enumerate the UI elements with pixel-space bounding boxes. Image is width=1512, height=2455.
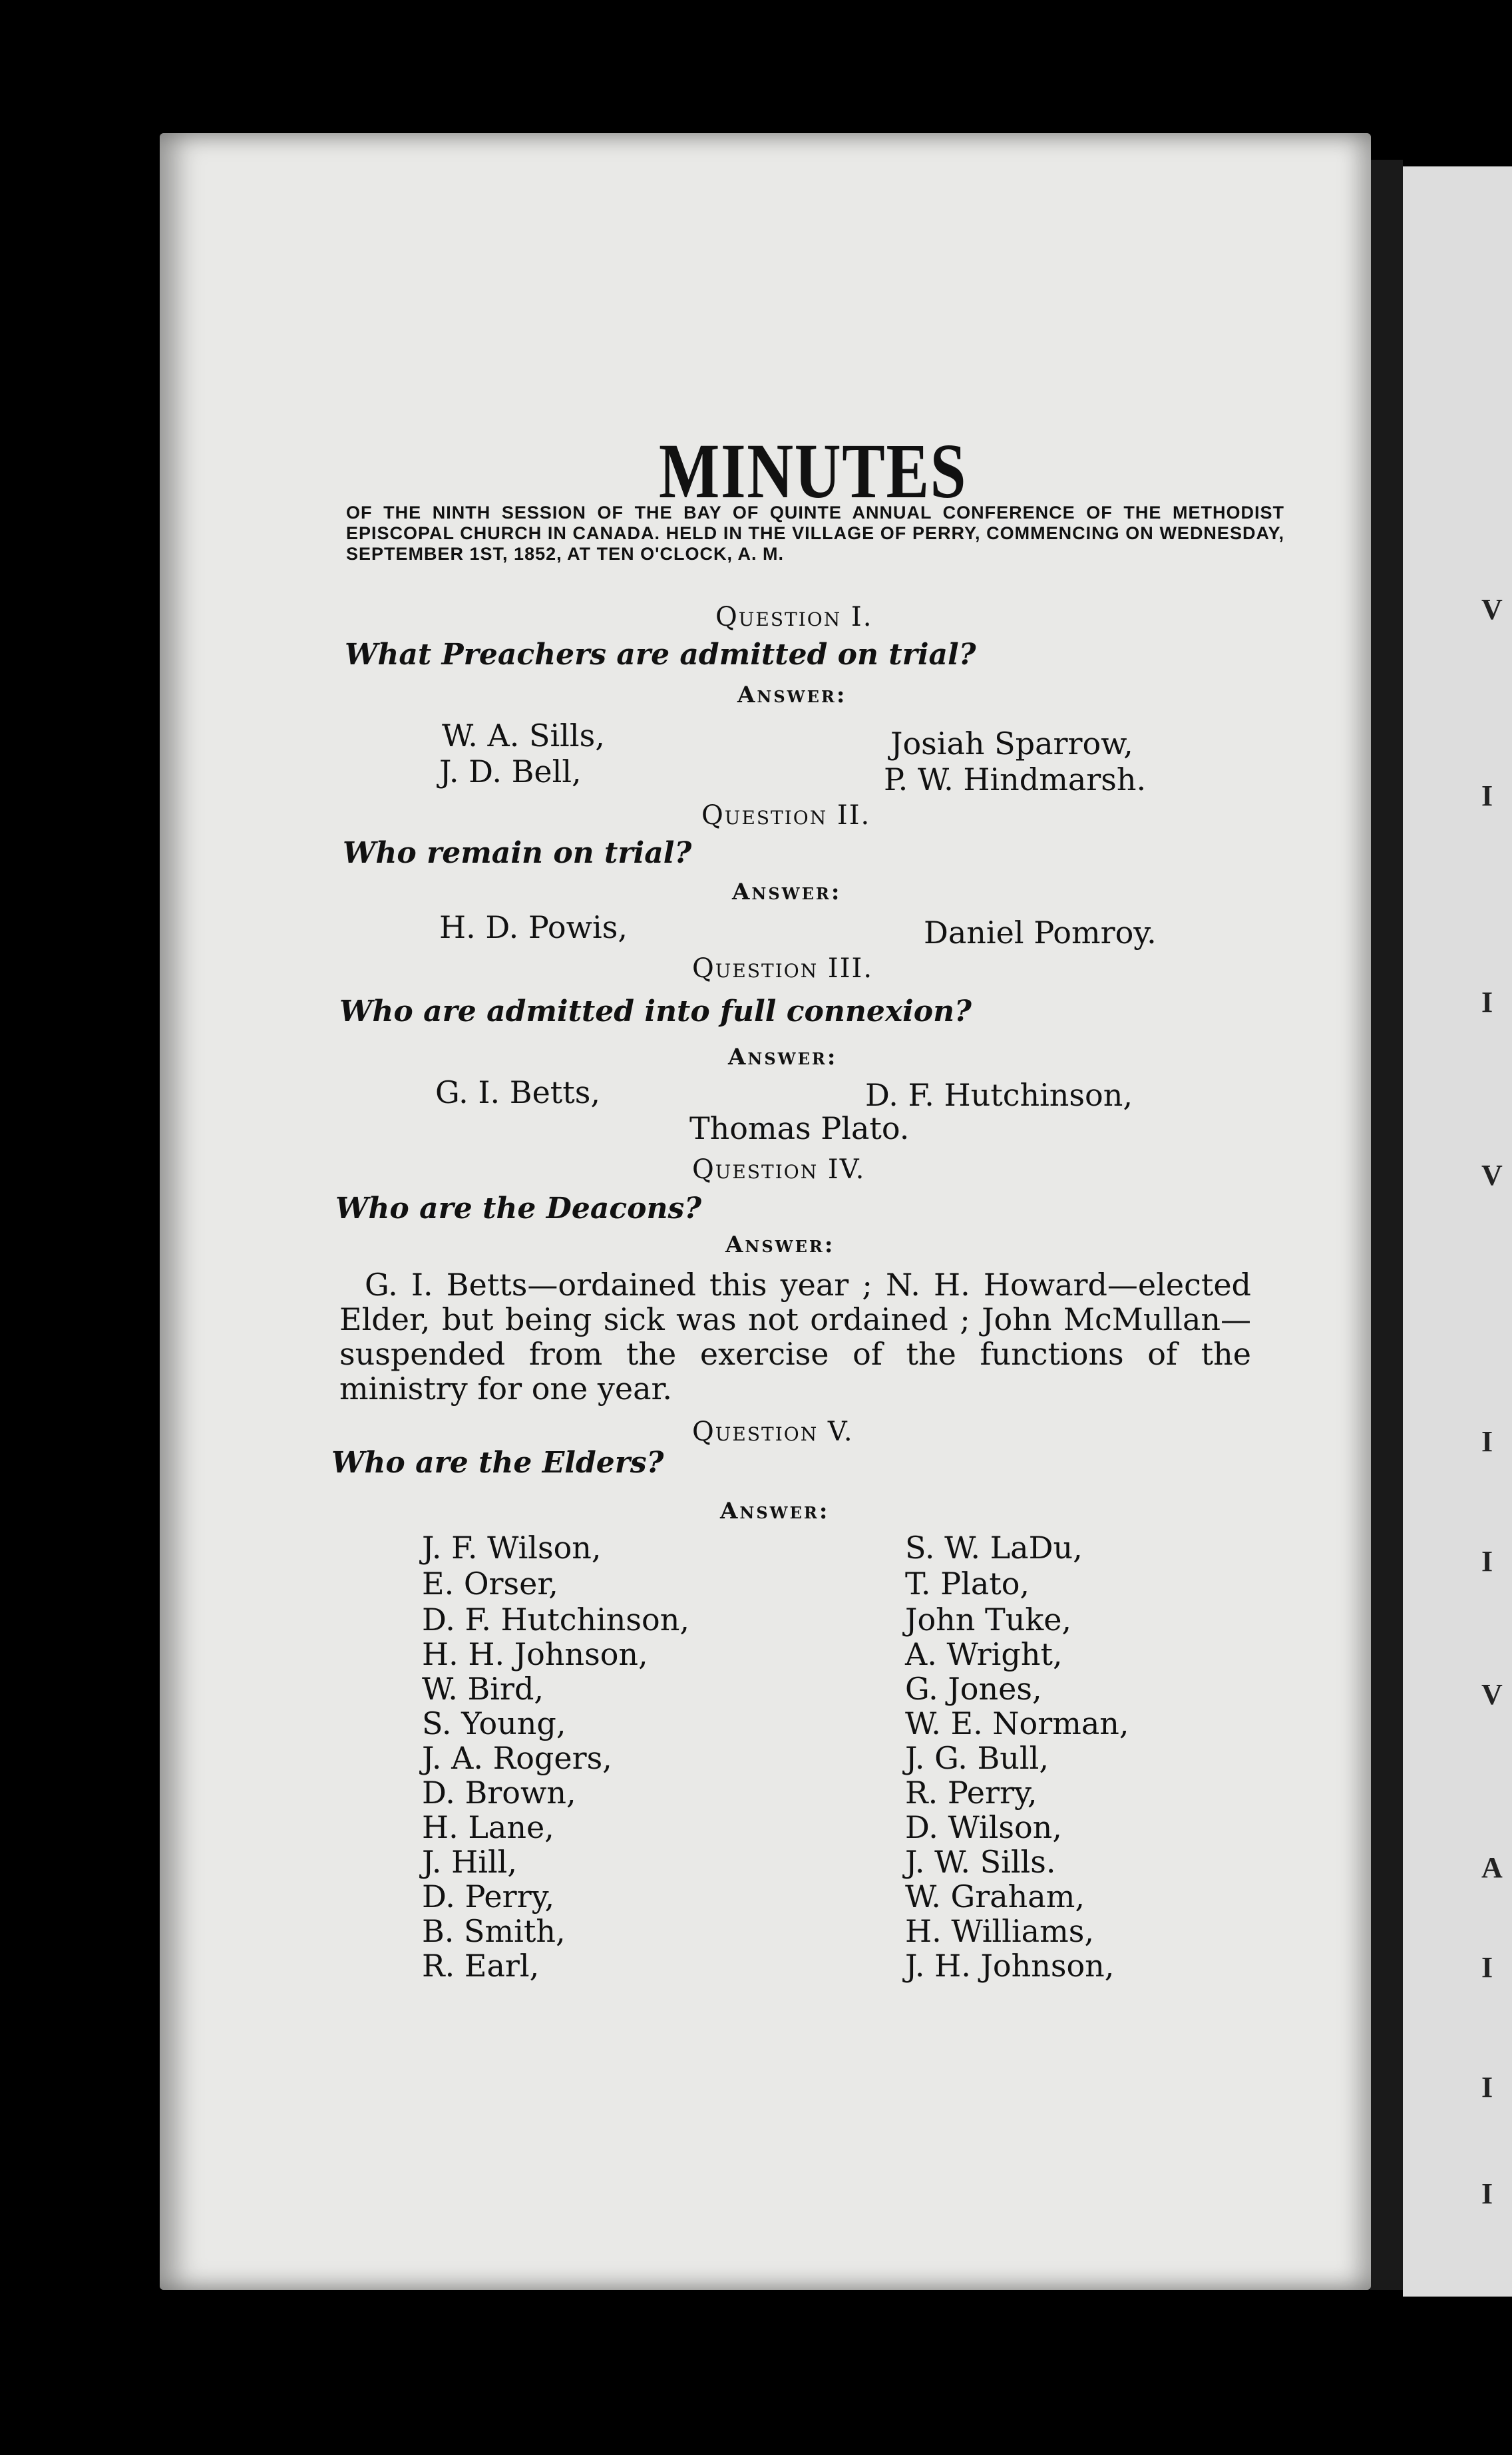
elder-name: B. Smith, <box>422 1913 566 1949</box>
elder-name: S. W. LaDu, <box>905 1530 1083 1566</box>
elder-name: J. A. Rogers, <box>422 1740 612 1776</box>
question-3-label: Question III. <box>692 953 874 984</box>
answer-label: Answer: <box>720 1498 830 1524</box>
question-2-text: Who remain on trial? <box>343 836 692 870</box>
q1-name: Josiah Sparrow, <box>890 726 1133 762</box>
answer-label: Answer: <box>737 682 847 708</box>
answer-label: Answer: <box>728 1044 838 1070</box>
elder-name: W. Bird, <box>422 1671 544 1707</box>
elder-name: S. Young, <box>422 1705 566 1741</box>
question-4-label: Question IV. <box>692 1154 866 1185</box>
session-heading: OF THE NINTH SESSION OF THE BAY OF QUINTE ANNUAL CONFERENCE OF THE METHODIST EPISCOPAL CHURCH IN CANADA. HELD IN THE VILLAGE OF PERRY, COMMENCING ON WEDNESDAY, SEPTEMBER 1ST, 1852, AT TEN O'CLOCK, A. M. <box>346 503 1284 564</box>
q1-name: P. W. Hindmarsh. <box>884 762 1147 797</box>
elder-name: W. Graham, <box>905 1879 1085 1914</box>
question-4-text: Who are the Deacons? <box>335 1192 702 1226</box>
page-title: MINUTES <box>659 427 968 515</box>
book-spine-shadow <box>1370 160 1403 2290</box>
q3-name: G. I. Betts, <box>435 1074 600 1110</box>
elder-name: H. H. Johnson, <box>422 1636 648 1672</box>
q3-name: Thomas Plato. <box>689 1110 910 1146</box>
question-3-text: Who are admitted into full connexion? <box>339 995 972 1028</box>
elder-name: J. G. Bull, <box>905 1740 1049 1776</box>
elder-name: D. Wilson, <box>905 1809 1062 1845</box>
elder-name: R. Perry, <box>905 1775 1038 1811</box>
question-1-text: What Preachers are admitted on trial? <box>345 638 976 672</box>
question-1-label: Question I. <box>715 602 873 632</box>
facing-page-edge: V I I V I I V A I I I <box>1403 166 1512 2297</box>
elder-name: E. Orser, <box>422 1566 558 1602</box>
elder-name: D. F. Hutchinson, <box>422 1602 689 1638</box>
elder-name: H. Williams, <box>905 1913 1094 1949</box>
deacons-answer: G. I. Betts—ordained this year ; N. H. Howard—elected Elder, but being sick was not ordained ; John McMullan—suspended from the exercise of the functions of the ministry for one year. <box>339 1267 1251 1407</box>
elder-name: J. W. Sills. <box>905 1844 1056 1880</box>
elder-name: J. Hill, <box>422 1844 517 1880</box>
q1-name: J. D. Bell, <box>439 754 582 789</box>
q2-name: Daniel Pomroy. <box>924 915 1157 951</box>
elder-name: A. Wright, <box>905 1636 1063 1672</box>
elder-name: J. F. Wilson, <box>422 1530 602 1566</box>
elder-name: D. Brown, <box>422 1775 576 1811</box>
q2-name: H. D. Powis, <box>439 909 628 945</box>
question-2-label: Question II. <box>701 800 871 831</box>
answer-label: Answer: <box>725 1231 835 1258</box>
question-5-text: Who are the Elders? <box>331 1446 664 1480</box>
question-5-label: Question V. <box>692 1417 854 1447</box>
elder-name: W. E. Norman, <box>905 1705 1129 1741</box>
q3-name: D. F. Hutchinson, <box>865 1077 1133 1113</box>
elder-name: T. Plato, <box>905 1566 1030 1602</box>
elder-name: R. Earl, <box>422 1948 540 1984</box>
elder-name: H. Lane, <box>422 1809 554 1845</box>
elder-name: J. H. Johnson, <box>905 1948 1115 1984</box>
answer-label: Answer: <box>732 879 842 905</box>
elder-name: John Tuke, <box>905 1602 1072 1638</box>
q1-name: W. A. Sills, <box>442 718 605 754</box>
elder-name: G. Jones, <box>905 1671 1042 1707</box>
elder-name: D. Perry, <box>422 1879 555 1914</box>
